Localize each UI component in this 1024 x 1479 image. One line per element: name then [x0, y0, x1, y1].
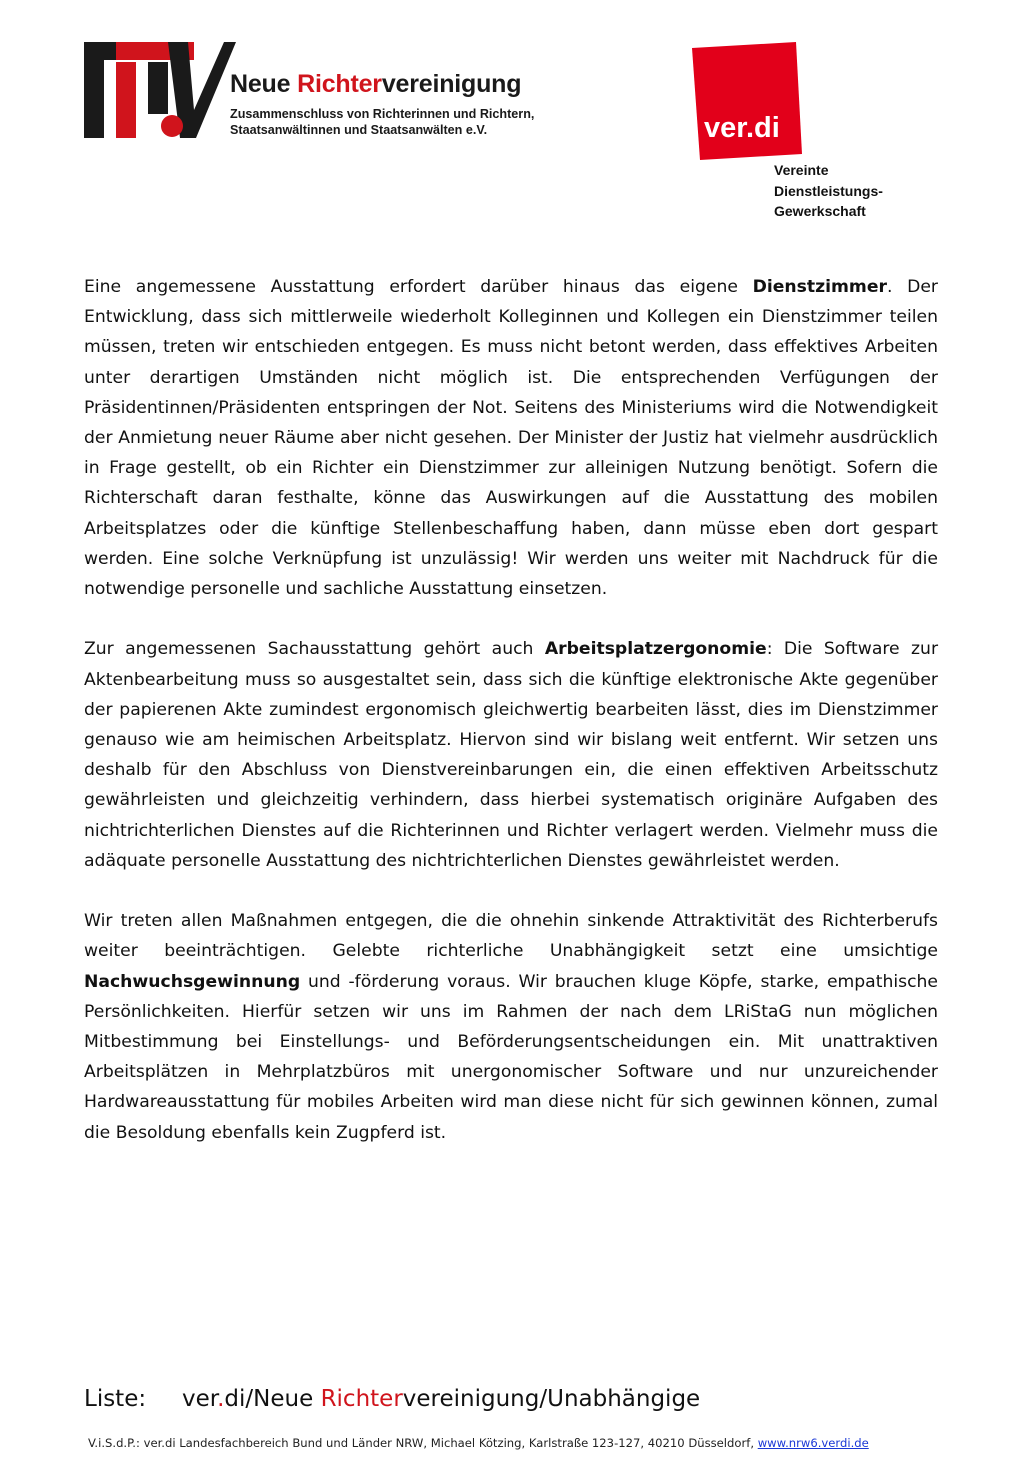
nrv-logo-mark [84, 40, 236, 144]
bold-term-nachwuchsgewinnung: Nachwuchsgewinnung [84, 971, 301, 992]
nrv-subtitle-line1: Zusammenschluss von Richterinnen und Richtern, [230, 107, 535, 121]
nrv-subtitle [230, 106, 534, 138]
imprint [88, 1436, 869, 1450]
election-list-line: Liste: ver.di/Neue Richtervereinigung/Unabhängige [84, 1386, 701, 1412]
nrv-subtitle-line2: Staatsanwältinnen und Staatsanwälten e.V. [230, 123, 488, 137]
verdi-caption [774, 160, 883, 222]
paragraph-dienstzimmer: Eine angemessene Ausstattung erfordert darüber hinaus das eigene Dienstzimmer. Der Entwicklung, dass sich mittlerweile wiederholt Kolleginnen und Kollegen ein Dienstzimmer teilen müssen, treten wir entschieden entgegen. Es muss nicht betont werden, dass effektives Arbeiten unter derartigen Umständen nicht möglich ist. Die entsprechenden Verfügungen der Präsidentinnen/Präsidenten entspringen der Not. Seitens des Ministeriums wird die Notwendigkeit der Anmietung neuer Räume aber nicht gesehen. Der Minister der Justiz hat vielmehr ausdrücklich in Frage gestellt, ob ein Richter ein Dienstzimmer zur alleinigen Nutzung benötigt. Sofern die Richterschaft daran festhalte, könne das Auswirkungen auf die Ausstattung des mobilen Arbeitsplatzes oder die künftige Stellenbeschaffung haben, dann müsse eben dort gespart werden. Eine solche Verknüpfung ist unzulässig! Wir werden uns weiter mit Nachdruck für die notwendige personelle und sachliche Ausstattung einsetzen. [84, 277, 938, 600]
list-label: Liste: [84, 1386, 147, 1412]
verdi-caption-line1: Vereinte [774, 162, 829, 178]
document-body [84, 272, 938, 1178]
bold-term-dienstzimmer: Dienstzimmer [752, 277, 887, 297]
nrv-logo [84, 40, 554, 144]
bold-term-arbeitsplatzergonomie: Arbeitsplatzergonomie [544, 639, 767, 660]
verdi-caption-line3: Gewerkschaft [774, 203, 866, 219]
paragraph-arbeitsplatzergonomie: Zur angemessenen Sachausstattung gehört auch Arbeitsplatzergonomie: Die Software zur Aktenbearbeitung muss so ausgestaltet sein, dass sich die künftige elektronische Akte gegenüber der papierenen Akte zumindest ergonomisch gleichwertig bearbeiten lässt, dies im Dienstzimmer genauso wie am heimischen Arbeitsplatz. Hiervon sind wir bislang weit entfernt. Wir setzen uns deshalb für den Abschluss von Dienstvereinbarungen ein, die einen effektiven Arbeitsschutz gewährleisten und gleichzeitig verhindern, dass hierbei systematisch originäre Aufgaben des nichtrichterlichen Dienstes auf die Richterinnen und Richter verlagert werden. Vielmehr muss die adäquate personelle Ausstattung des nichtrichterlichen Dienstes gewährleistet werden. [84, 639, 939, 871]
paragraph-nachwuchsgewinnung: Wir treten allen Maßnahmen entgegen, die die ohnehin sinkende Attraktivität des Richterberufs weiter beeinträchtigen. Gelebte richterliche Unabhängigkeit setzt eine umsichtige Nachwuchsgewinnung und -förderung voraus. Wir brauchen kluge Köpfe, starke, empathische Persönlichkeiten. Hierfür setzen wir uns im Rahmen der nach dem LRiStaG nun möglichen Mitbestimmung bei Einstellungs- und Beförderungsentscheidungen ein. Mit unattraktiven Arbeitsplätzen in Mehrplatzbüros mit unergonomischer Software und nur unzureichender Hardwareausstattung für mobiles Arbeiten wird man diese nicht für sich gewinnen können, zumal die Besoldung ebenfalls kein Zugpferd ist. [84, 911, 938, 1143]
verdi-logo [692, 42, 802, 160]
imprint-link[interactable]: www.nrw6.verdi.de [757, 1436, 869, 1450]
verdi-caption-line2: Dienstleistungs- [774, 182, 883, 199]
imprint-text: V.i.S.d.P.: ver.di Landesfachbereich Bund und Länder NRW, Michael Kötzing, Karlstraße 123-127, 40210 Düsseldorf, [88, 1436, 758, 1450]
nrv-title: Neue Richtervereinigung [230, 70, 522, 98]
verdi-logo-text: ver.di [704, 112, 780, 144]
